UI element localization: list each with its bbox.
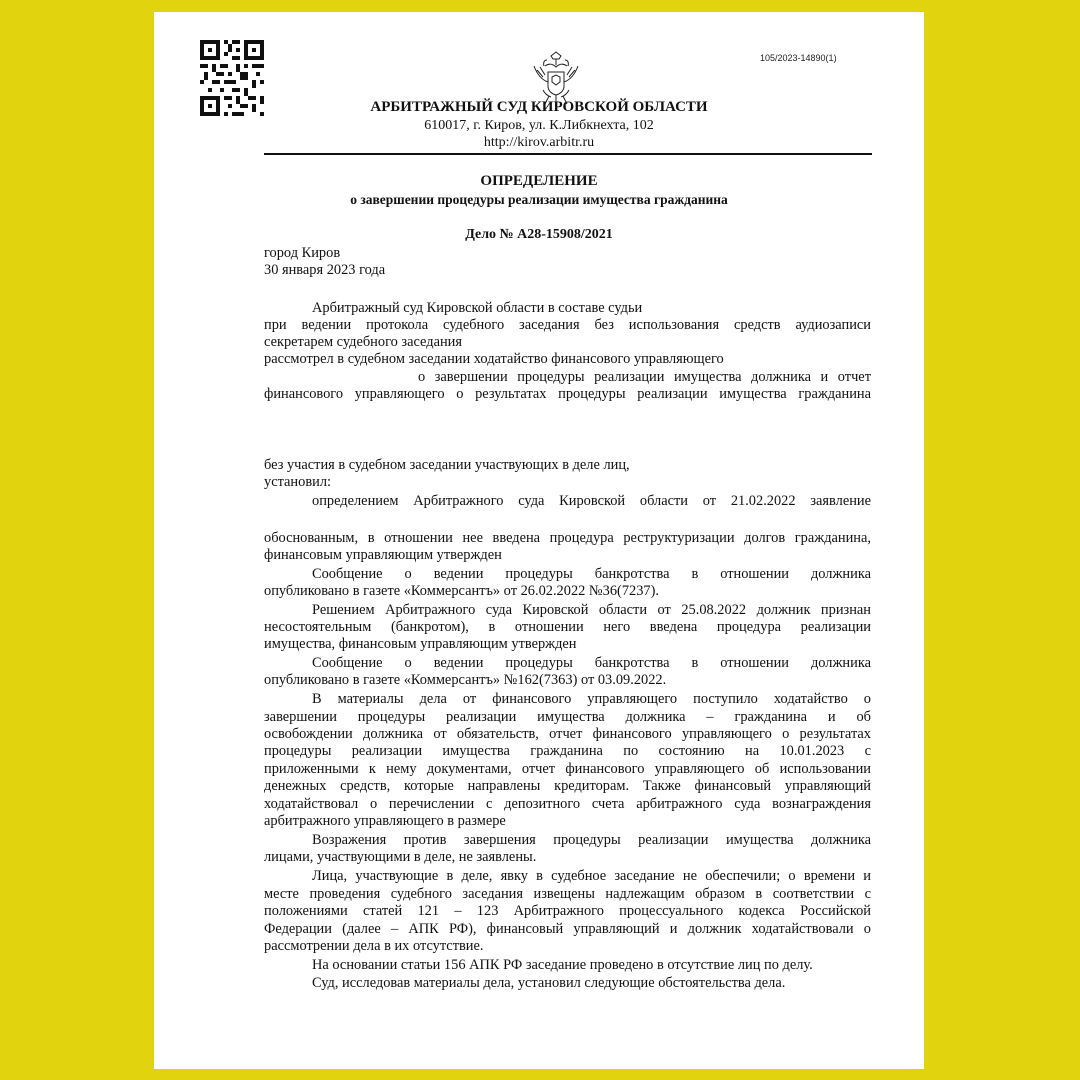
body-line: Суд, исследовав материалы дела, установил следующие обстоятельства дела.	[312, 975, 786, 991]
city: город Киров	[264, 245, 341, 261]
body-line: Лица, участвующие в деле, явку в судебное заседание не обеспечили; о времени и	[312, 868, 871, 884]
body-line: процедуры реализации имущества гражданина по состоянию на 10.01.2023 с	[264, 743, 871, 759]
body-line: Арбитражный суд Кировской области в составе судьи	[312, 300, 643, 316]
body-line: без участия в судебном заседании участвующих в деле лиц,	[264, 457, 630, 473]
body-line: финансового управляющего о результатах процедуры реализации имущества гражданина	[264, 386, 871, 402]
body-line: приложенными к нему документами, отчет финансового управляющего об использовании	[264, 761, 871, 777]
body-line: В материалы дела от финансового управляющего поступило ходатайство о	[312, 691, 871, 707]
body-line: Федерации (далее – АПК РФ), финансовый управляющий и должник ходатайствовали о	[264, 921, 871, 937]
body-line: На основании статьи 156 АПК РФ заседание проведено в отсутствие лиц по делу.	[312, 957, 813, 973]
body-line: лицами, участвующими в деле, не заявлены.	[264, 849, 537, 865]
body-line: определением Арбитражного суда Кировской области от 21.02.2022 заявление	[312, 493, 871, 509]
court-website: http://kirov.arbitr.ru	[483, 135, 595, 150]
document-date: 30 января 2023 года	[264, 262, 386, 278]
court-name: АРБИТРАЖНЫЙ СУД КИРОВСКОЙ ОБЛАСТИ	[370, 99, 708, 115]
document-title: ОПРЕДЕЛЕНИЕ	[480, 173, 598, 189]
body-line: опубликовано в газете «Коммерсантъ» №162(7363) от 03.09.2022.	[264, 672, 667, 688]
body-line: секретарем судебного заседания	[264, 334, 462, 350]
body-line: освобождении должника от обязательств, отчет финансового управляющего о результатах	[264, 726, 871, 742]
body-line: при ведении протокола судебного заседания без использования средств аудиозаписи	[264, 317, 871, 333]
body-line: несостоятельным (банкротом), в отношении него введена процедура реализации	[264, 619, 871, 635]
body-line: финансовым управляющим утвержден	[264, 547, 502, 563]
case-number: Дело № А28-15908/2021	[465, 227, 613, 242]
document-subtitle: о завершении процедуры реализации имущества гражданина	[350, 192, 728, 207]
body-line: ходатайствовал о перечислении с депозитного счета арбитражного суда вознаграждения	[264, 796, 871, 812]
court-address: 610017, г. Киров, ул. К.Либкнехта, 102	[424, 118, 654, 133]
body-line: Возражения против завершения процедуры реализации имущества должника	[312, 832, 871, 848]
body-line: месте проведения судебного заседания извещены надлежащим образом в соответствии с	[264, 886, 871, 902]
body-line: о завершении процедуры реализации имущества должника и отчет	[418, 369, 871, 385]
body-line: Сообщение о ведении процедуры банкротства в отношении должника	[312, 566, 871, 582]
body-line: денежных средств, которые направлены кредиторам. Также финансовый управляющий	[264, 778, 871, 794]
body-line: положениями статей 121 – 123 Арбитражного процессуального кодекса Российской	[264, 903, 871, 919]
body-line: арбитражного управляющего в размере	[264, 813, 506, 829]
header-divider	[264, 153, 872, 155]
body-line: опубликовано в газете «Коммерсантъ» от 26.02.2022 №36(7237).	[264, 583, 660, 599]
section-heading: установил:	[264, 474, 332, 490]
body-line: Сообщение о ведении процедуры банкротства в отношении должника	[312, 655, 871, 671]
document-page	[154, 12, 924, 1069]
body-line: имущества, финансовым управляющим утвержден	[264, 636, 577, 652]
body-line: обоснованным, в отношении нее введена процедура реструктуризации долгов гражданина,	[264, 530, 871, 546]
body-line: Решением Арбитражного суда Кировской области от 25.08.2022 должник признан	[312, 602, 871, 618]
case-code: 105/2023-14890(1)	[760, 53, 837, 63]
body-line: рассмотрении дела в их отсутствие.	[264, 938, 484, 954]
body-line: завершении процедуры реализации имущества должника – гражданина и об	[264, 709, 871, 725]
body-line: рассмотрел в судебном заседании ходатайство финансового управляющего	[264, 351, 724, 367]
